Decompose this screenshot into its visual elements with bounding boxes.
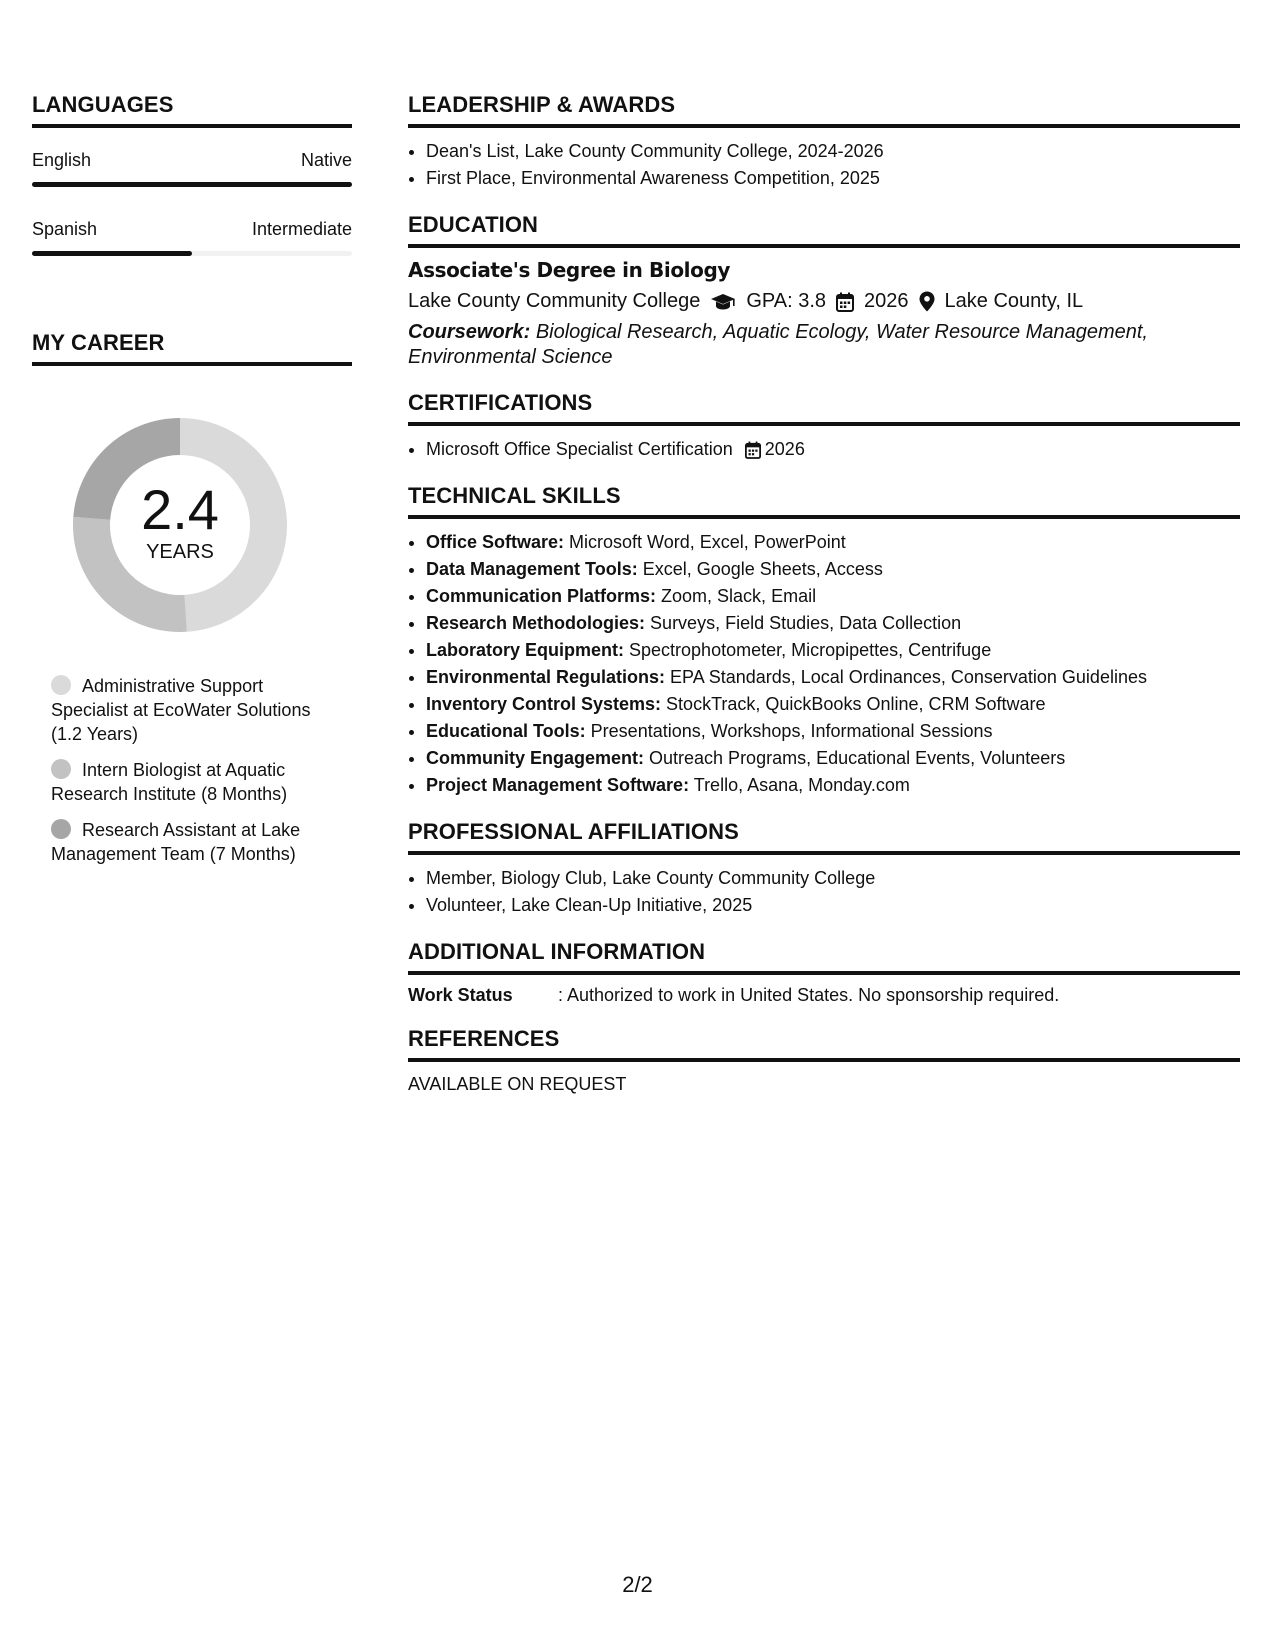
affiliations-section <box>408 819 1240 919</box>
language-english <box>32 150 352 187</box>
skill-category: Community Engagement: <box>426 748 645 768</box>
degree-name: Associate's Degree in Biology <box>408 258 731 282</box>
leadership-title: LEADERSHIP & AWARDS <box>408 92 1240 128</box>
career-item-label: Intern Biologist at Aquatic Research Institute (8 Months) <box>51 760 288 804</box>
location-pin-icon <box>919 291 935 312</box>
list-item <box>426 637 1240 664</box>
languages-title: LANGUAGES <box>32 92 352 128</box>
legend-dot <box>51 759 71 779</box>
graduation-year: 2026 <box>864 290 909 312</box>
skill-category: Research Methodologies: <box>426 613 646 633</box>
skill-values: Zoom, Slack, Email <box>656 586 817 606</box>
language-bar-fill <box>32 251 192 256</box>
list-item: • Volunteer, Lake Clean-Up Initiative, 2025 <box>426 892 1240 919</box>
career-donut-chart <box>65 410 295 640</box>
skill-values: Spectrophotometer, Micropipettes, Centrifuge <box>624 640 992 660</box>
education-meta <box>408 290 1240 313</box>
skill-values: EPA Standards, Local Ordinances, Conservation Guidelines <box>665 667 1147 687</box>
list-item <box>426 772 1240 799</box>
gpa: GPA: 3.8 <box>746 290 827 312</box>
leadership-section <box>408 92 1240 192</box>
additional-section <box>408 939 1240 1006</box>
skill-values: Surveys, Field Studies, Data Collection <box>645 613 962 633</box>
career-item <box>51 818 341 866</box>
skill-category: Communication Platforms: <box>426 586 657 606</box>
left-column <box>32 92 352 878</box>
skill-category: Environmental Regulations: <box>426 667 666 687</box>
coursework <box>408 320 1240 370</box>
skill-category: Inventory Control Systems: <box>426 694 662 714</box>
education-title: EDUCATION <box>408 212 1240 248</box>
list-item <box>426 745 1240 772</box>
list-item <box>426 718 1240 745</box>
language-level: Intermediate <box>251 219 352 239</box>
skill-category: Laboratory Equipment: <box>426 640 625 660</box>
career-item <box>51 758 341 806</box>
calendar-icon <box>745 441 761 459</box>
skill-category: Data Management Tools: <box>426 559 638 579</box>
language-name: English <box>32 150 92 170</box>
career-item-label: Administrative Support Specialist at EcoWater Solutions (1.2 Years) <box>51 676 311 744</box>
skill-values: Trello, Asana, Monday.com <box>689 775 910 795</box>
references-section <box>408 1026 1240 1095</box>
career-legend <box>32 674 352 866</box>
skill-values: StockTrack, QuickBooks Online, CRM Software <box>661 694 1046 714</box>
list-item <box>426 583 1240 610</box>
language-spanish <box>32 219 352 256</box>
list-item <box>426 556 1240 583</box>
skill-values: Microsoft Word, Excel, PowerPoint <box>564 532 846 552</box>
skill-category: Educational Tools: <box>426 721 586 741</box>
skill-values: Outreach Programs, Educational Events, Volunteers <box>644 748 1066 768</box>
additional-title: ADDITIONAL INFORMATION <box>408 939 1240 975</box>
career-total-value: 2.4 <box>141 477 219 541</box>
career-title: MY CAREER <box>32 330 352 366</box>
list-item <box>426 529 1240 556</box>
coursework-label: Coursework: <box>408 321 531 343</box>
language-name: Spanish <box>32 219 98 239</box>
certification-name: • Microsoft Office Specialist Certification <box>426 439 733 459</box>
list-item <box>426 664 1240 691</box>
skill-category: Project Management Software: <box>426 775 690 795</box>
skill-values: Presentations, Workshops, Informational Sessions <box>585 721 993 741</box>
references-title: REFERENCES <box>408 1026 1240 1062</box>
education-section <box>408 212 1240 370</box>
certifications-section <box>408 390 1240 463</box>
certifications-title: CERTIFICATIONS <box>408 390 1240 426</box>
career-item-label: Research Assistant at Lake Management Team (7 Months) <box>51 820 301 864</box>
certification-year: 2026 <box>764 439 805 459</box>
list-item: • Dean's List, Lake County Community College, 2024-2026 <box>426 138 1240 165</box>
work-status-label: Work Status <box>408 985 513 1005</box>
affiliations-title: PROFESSIONAL AFFILIATIONS <box>408 819 1240 855</box>
school-name: Lake County Community College <box>408 290 701 312</box>
language-bar <box>32 251 352 256</box>
list-item <box>426 610 1240 637</box>
graduation-cap-icon <box>710 293 736 311</box>
work-status-value: : Authorized to work in United States. No sponsorship required. <box>558 985 1060 1005</box>
language-level: Native <box>300 150 352 170</box>
legend-dot <box>51 675 71 695</box>
career-total-unit: YEARS <box>146 540 214 563</box>
legend-dot <box>51 819 71 839</box>
skill-category: Office Software: <box>426 532 565 552</box>
page-number: 2/2 <box>622 1572 653 1597</box>
list-item <box>426 436 1240 463</box>
career-item <box>51 674 341 746</box>
references-text: AVAILABLE ON REQUEST <box>408 1074 627 1094</box>
language-bar <box>32 182 352 187</box>
coursework-list: Biological Research, Aquatic Ecology, Water Resource Management, Environmental Science <box>408 321 1148 368</box>
language-bar-fill <box>32 182 352 187</box>
calendar-icon <box>836 292 854 312</box>
list-item: • Member, Biology Club, Lake County Community College <box>426 865 1240 892</box>
education-location: Lake County, IL <box>944 290 1084 312</box>
skill-values: Excel, Google Sheets, Access <box>637 559 883 579</box>
work-status-row <box>408 985 1240 1006</box>
skills-title: TECHNICAL SKILLS <box>408 483 1240 519</box>
skills-section <box>408 483 1240 799</box>
list-item <box>426 691 1240 718</box>
right-column <box>408 92 1240 1115</box>
list-item: • First Place, Environmental Awareness Competition, 2025 <box>426 165 1240 192</box>
